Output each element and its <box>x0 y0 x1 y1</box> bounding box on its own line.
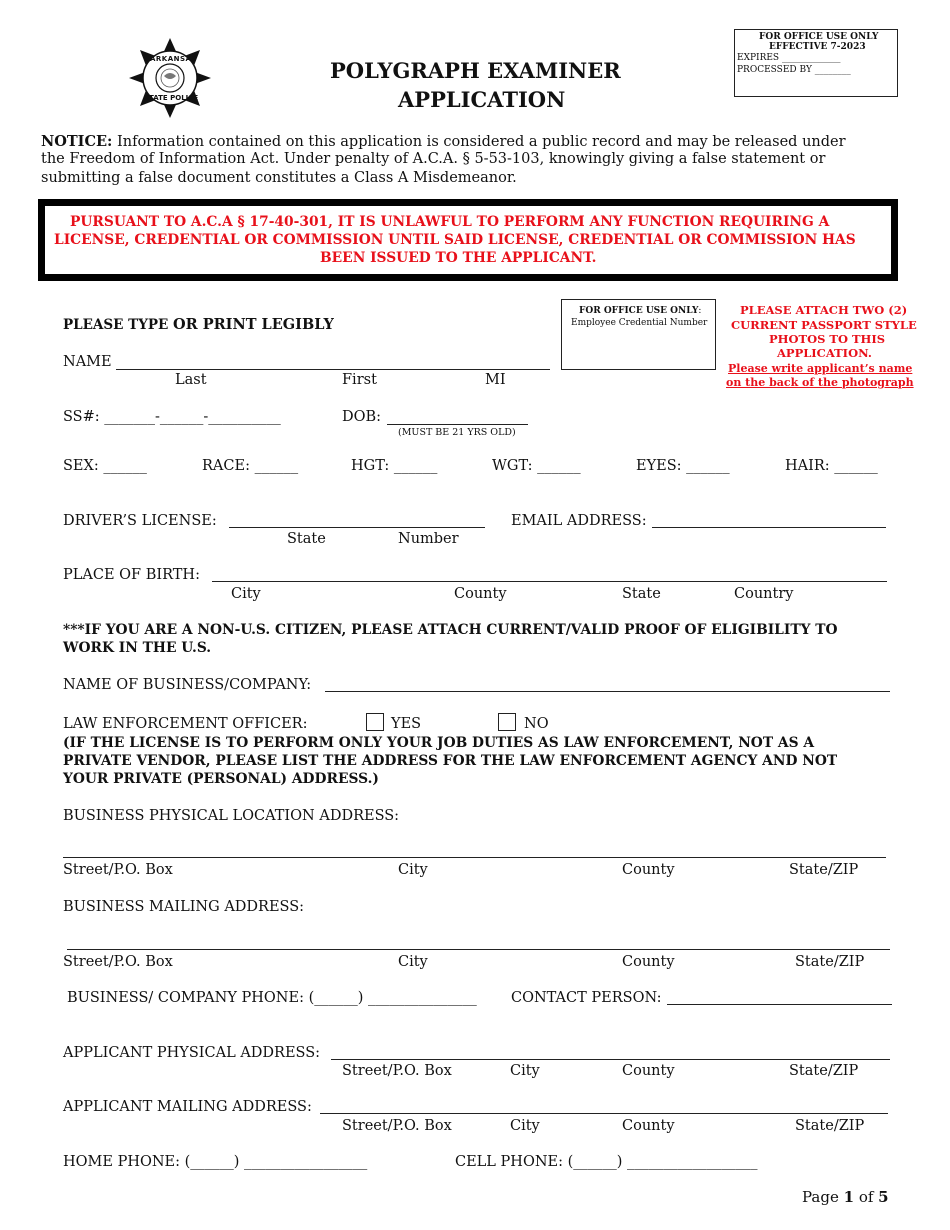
place-of-birth-field[interactable] <box>212 581 887 582</box>
noncitizen-line2: WORK IN THE U.S. <box>63 640 212 656</box>
contact-person-field[interactable] <box>667 1004 892 1005</box>
dl-state-caption: State <box>287 531 326 547</box>
page-title-line1: POLYGRAPH EXAMINER <box>330 58 621 83</box>
bp-city-caption: City <box>398 862 428 878</box>
photo-note-line4: APPLICATION. <box>777 346 872 360</box>
photo-note-line2: CURRENT PASSPORT STYLE <box>731 318 917 332</box>
credential-title: FOR OFFICE USE ONLY: <box>579 306 702 316</box>
pob-county-caption: County <box>454 586 507 602</box>
leo-label: LAW ENFORCEMENT OFFICER: <box>63 716 308 732</box>
page-number: Page 1 of 5 <box>802 1188 889 1206</box>
ap-county-caption: County <box>622 1063 675 1079</box>
eyes-field[interactable]: EYES: ______ <box>636 458 730 474</box>
applicant-physical-label: APPLICANT PHYSICAL ADDRESS: <box>63 1045 321 1061</box>
applicant-mailing-field[interactable] <box>320 1113 888 1114</box>
dl-number-caption: Number <box>398 531 459 547</box>
office-use-expires: EXPIRES _____________ <box>737 53 841 63</box>
star-badge-icon <box>128 36 212 120</box>
seal-text-top: ARKANSAS <box>150 55 198 63</box>
leo-note-line1: (IF THE LICENSE IS TO PERFORM ONLY YOUR JOB DUTIES AS LAW ENFORCEMENT, NOT AS A <box>63 735 815 751</box>
name-mi-caption: MI <box>485 372 506 388</box>
email-field[interactable] <box>652 527 886 528</box>
pob-state-caption: State <box>622 586 661 602</box>
notice-line3: submitting a false document constitutes a Class A Misdemeanor. <box>41 170 517 186</box>
contact-person-label: CONTACT PERSON: <box>511 990 662 1006</box>
am-statezip-caption: State/ZIP <box>795 1118 865 1134</box>
applicant-mailing-label: APPLICANT MAILING ADDRESS: <box>63 1099 312 1115</box>
notice-label: NOTICE: <box>41 133 113 150</box>
business-mailing-label: BUSINESS MAILING ADDRESS: <box>63 899 305 915</box>
ap-city-caption: City <box>510 1063 540 1079</box>
warning-line3: BEEN ISSUED TO THE APPLICANT. <box>320 250 597 266</box>
name-label: NAME <box>63 354 112 370</box>
warning-line1: PURSUANT TO A.C.A § 17-40-301, IT IS UNLAWFUL TO PERFORM ANY FUNCTION REQUIRING A <box>70 214 830 230</box>
business-name-label: NAME OF BUSINESS/COMPANY: <box>63 677 312 693</box>
drivers-license-field[interactable] <box>229 527 485 528</box>
office-use-processed: PROCESSED BY ________ <box>737 65 851 75</box>
ap-statezip-caption: State/ZIP <box>789 1063 859 1079</box>
pob-country-caption: Country <box>734 586 794 602</box>
notice-line2: the Freedom of Information Act. Under penalty of A.C.A. § 5-53-103, knowingly giving a false statement or <box>41 151 826 167</box>
office-use-line1: FOR OFFICE USE ONLY <box>759 32 879 42</box>
name-field[interactable] <box>116 369 550 370</box>
place-of-birth-label: PLACE OF BIRTH: <box>63 567 200 583</box>
credential-subtitle: Employee Credential Number <box>571 318 708 328</box>
business-physical-label: BUSINESS PHYSICAL LOCATION ADDRESS: <box>63 808 400 824</box>
email-label: EMAIL ADDRESS: <box>511 513 647 529</box>
seal-text-bottom: STATE POLICE <box>144 94 199 102</box>
warning-line2: LICENSE, CREDENTIAL OR COMMISSION UNTIL SAID LICENSE, CREDENTIAL OR COMMISSION HAS <box>54 232 856 248</box>
applicant-physical-field[interactable] <box>331 1059 890 1060</box>
sex-field[interactable]: SEX: ______ <box>63 458 147 474</box>
business-phone-field[interactable]: BUSINESS/ COMPANY PHONE: (______) _______________ <box>67 990 477 1006</box>
bm-street-caption: Street/P.O. Box <box>63 954 173 970</box>
race-field[interactable]: RACE: ______ <box>202 458 299 474</box>
leo-note-line2: PRIVATE VENDOR, PLEASE LIST THE ADDRESS FOR THE LAW ENFORCEMENT AGENCY AND NOT <box>63 753 838 769</box>
ap-street-caption: Street/P.O. Box <box>342 1063 452 1079</box>
photo-note-line6: on the back of the photograph <box>726 376 914 389</box>
state-police-seal <box>128 36 212 120</box>
business-mailing-field[interactable] <box>67 949 890 950</box>
leo-no-checkbox[interactable] <box>498 713 516 731</box>
height-field[interactable]: HGT: ______ <box>351 458 438 474</box>
bm-city-caption: City <box>398 954 428 970</box>
bm-statezip-caption: State/ZIP <box>795 954 865 970</box>
pob-city-caption: City <box>231 586 261 602</box>
name-last-caption: Last <box>175 372 207 388</box>
leo-yes-checkbox[interactable] <box>366 713 384 731</box>
print-legibly-heading: PLEASE TYPE OR PRINT LEGIBLY <box>63 316 334 333</box>
leo-note-line3: YOUR PRIVATE (PERSONAL) ADDRESS.) <box>63 771 379 787</box>
page-title-line2: APPLICATION <box>398 87 566 112</box>
office-use-box <box>734 29 898 97</box>
home-phone-field[interactable]: HOME PHONE: (______) _________________ <box>63 1154 368 1170</box>
am-county-caption: County <box>622 1118 675 1134</box>
hair-field[interactable]: HAIR: ______ <box>785 458 878 474</box>
leo-yes-label: YES <box>391 716 422 732</box>
dob-label: DOB: <box>342 409 382 425</box>
office-use-line2: EFFECTIVE 7-2023 <box>769 42 866 52</box>
notice-line1 <box>41 133 846 150</box>
am-street-caption: Street/P.O. Box <box>342 1118 452 1134</box>
noncitizen-line1: ***IF YOU ARE A NON-U.S. CITIZEN, PLEASE ATTACH CURRENT/VALID PROOF OF ELIGIBILITY TO <box>63 622 838 638</box>
drivers-license-label: DRIVER’S LICENSE: <box>63 513 217 529</box>
notice-text-1: Information contained on this application is considered a public record and may be released under <box>117 134 846 150</box>
am-city-caption: City <box>510 1118 540 1134</box>
dob-field[interactable] <box>387 424 528 425</box>
name-first-caption: First <box>342 372 377 388</box>
ss-field[interactable]: SS#: _______-______-__________ <box>63 409 281 425</box>
photo-note-line3: PHOTOS TO THIS <box>769 332 886 346</box>
cell-phone-field[interactable]: CELL PHONE: (______) __________________ <box>455 1154 758 1170</box>
bp-statezip-caption: State/ZIP <box>789 862 859 878</box>
business-name-field[interactable] <box>325 691 890 692</box>
photo-note-line5: Please write applicant’s name <box>728 362 913 375</box>
bm-county-caption: County <box>622 954 675 970</box>
photo-note-line1: PLEASE ATTACH TWO (2) <box>740 303 908 317</box>
bp-street-caption: Street/P.O. Box <box>63 862 173 878</box>
bp-county-caption: County <box>622 862 675 878</box>
weight-field[interactable]: WGT: ______ <box>492 458 581 474</box>
dob-note: (MUST BE 21 YRS OLD) <box>398 427 516 438</box>
leo-no-label: NO <box>524 716 549 732</box>
business-physical-field[interactable] <box>63 857 886 858</box>
credential-number-box <box>561 299 716 370</box>
